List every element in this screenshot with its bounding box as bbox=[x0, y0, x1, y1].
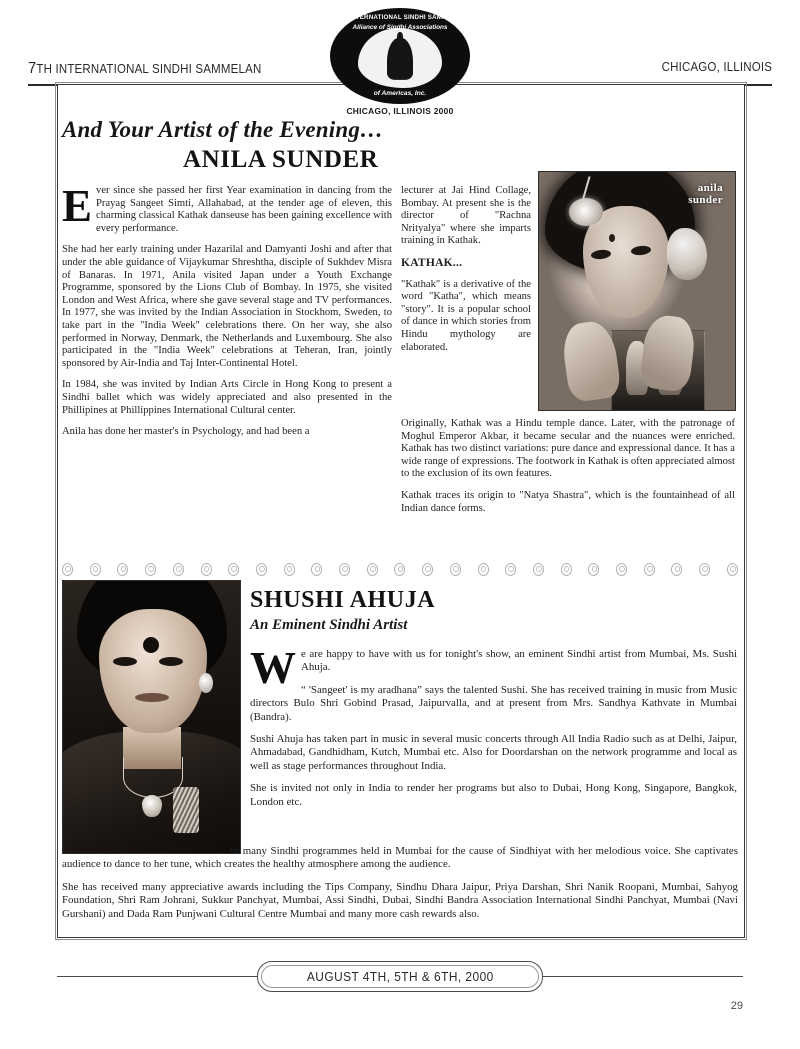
anila-sunder-photo bbox=[538, 171, 736, 411]
circle-ornament-icon bbox=[505, 563, 516, 576]
photo2-face-shape bbox=[99, 609, 207, 733]
running-head-right: CHICAGO, ILLINOIS bbox=[661, 60, 772, 74]
paragraph: Originally, Kathak was a Hindu temple dance. Later, with the patronage of Moghul Emperor Akbar, it became secular and the nuances were enriched. Kathak has two distinct variations: pure dance and expressional dance. It has a wide range of expressions. The footwork in Kathak is often appreciated almost to the exclusion of its own features. bbox=[401, 418, 735, 480]
paragraph: In many Sindhi programmes held in Mumbai for the cause of Sindhiyat with her melodious voice. She captivates audience to dance to her tune, which creates the healthy atmosphere among the audience. bbox=[62, 845, 738, 871]
circle-ornament-icon bbox=[533, 563, 544, 576]
emblem-idol-icon bbox=[387, 38, 413, 80]
paragraph: Sushi Ahuja has taken part in music in several music concerts through All India Radio such as at Delhi, Jaipur, Ahmadabad, Gandhidham, Kutch, Mumbai etc. Also for Doordarshan on the network programme and local as well as stage performances throughout India. bbox=[250, 733, 737, 772]
article2-body-lower bbox=[62, 845, 738, 930]
circle-ornament-icon bbox=[62, 563, 73, 576]
photo2-pendant bbox=[142, 795, 162, 817]
article-artist-name: ANILA SUNDER bbox=[183, 146, 379, 173]
paragraph: She has received many appreciative awards including the Tips Company, Sindhu Dhara Jaipur, Priya Darshan, Shri Nanik Roopani, Mumbai, Sahyog Foundation, Shri Ram Johrani, Sukkur Panchyat, Mumbai, Assi Sindhi, Dubai, Sindhi Bandra Association International Sindhi Panchyat, Mumbai (Navi Gurshani) and Dada Ram Punjwani Cultural Centre Mumbai and many more cash rewards also. bbox=[62, 880, 738, 920]
paragraph: Kathak traces its origin to "Natya Shastra", which is the fountainhead of all Indian dance forms. bbox=[401, 489, 735, 514]
circle-ornament-icon bbox=[394, 563, 405, 576]
article1-column-2 bbox=[401, 185, 531, 363]
emblem-city-text: CHICAGO, ILLINOIS 2000 bbox=[346, 106, 454, 116]
photo-signature-line-1: anila bbox=[697, 182, 723, 194]
emblem-disc bbox=[330, 8, 470, 104]
photo2-eye-right bbox=[159, 657, 183, 666]
circle-ornament-icon bbox=[311, 563, 322, 576]
circle-ornament-icon bbox=[588, 563, 599, 576]
circle-ornament-icon bbox=[145, 563, 156, 576]
page-number: 29 bbox=[730, 1000, 743, 1012]
photo2-earring bbox=[199, 673, 213, 693]
photo-headpiece-jewel bbox=[569, 198, 603, 226]
circle-ornament-icon bbox=[339, 563, 350, 576]
paragraph: “ 'Sangeet' is my aradhana” says the talented Sushi. She has received training in music from Music directors Bulo Shri Gobind Prasad, Jaipurvalla, and at present from Mrs. Sandhya Kathvate in Mumbai (Bandra). bbox=[250, 683, 737, 723]
circle-ornament-icon bbox=[256, 563, 267, 576]
paragraph: She is invited not only in India to render her programs but also to Dubai, Hong Kong, Singapore, Bangkok, London etc. bbox=[250, 782, 737, 808]
paragraph-text: e are happy to have with us for tonight's show, an eminent Sindhi artist from Mumbai, Ms. Sushi Ahuja. bbox=[301, 648, 737, 674]
running-head-left-initial: 7 bbox=[28, 60, 37, 77]
footer-date-pill bbox=[257, 961, 543, 992]
footer-rule-left bbox=[57, 976, 257, 977]
article1-column-3 bbox=[401, 418, 735, 524]
shushi-ahuja-photo bbox=[62, 580, 241, 854]
circle-ornament-icon bbox=[727, 563, 738, 576]
drop-cap-w: W bbox=[250, 642, 296, 693]
paragraph bbox=[250, 642, 737, 693]
paragraph: "Kathak" is a derivative of the word "Katha", which means "story". It is a popular school of dance in which stories from Hindu mythology are elaborated. bbox=[401, 278, 531, 353]
circle-ornament-icon bbox=[450, 563, 461, 576]
circle-ornament-icon bbox=[201, 563, 212, 576]
circle-ornament-icon bbox=[699, 563, 710, 576]
circle-ornament-icon bbox=[117, 563, 128, 576]
footer-rule-right bbox=[543, 976, 743, 977]
footer-dates-text: AUGUST 4TH, 5TH & 6TH, 2000 bbox=[306, 969, 494, 984]
paragraph: In 1984, she was invited by Indian Arts Circle in Hong Kong to present a Sindhi ballet which was widely appreciated and also presented in the Phillipines at Phillippines International Cultural center. bbox=[62, 379, 392, 416]
paragraph-text: ver since she passed her first Year examination in dancing from the Prayag Sangeet Simti, Allahabad, at the tender age of eleven, this charming classical Kathak danseuse has been gaining excellence with every performance. bbox=[96, 185, 392, 234]
circle-ornament-icon bbox=[173, 563, 184, 576]
photo-signature-line-2: sunder bbox=[688, 194, 723, 206]
photo2-lips bbox=[135, 693, 169, 702]
circle-ornament-icon bbox=[561, 563, 572, 576]
circle-ornament-icon bbox=[90, 563, 101, 576]
photo2-eye-left bbox=[113, 657, 137, 666]
emblem-silhouette-icon bbox=[358, 28, 442, 88]
article2-artist-name: SHUSHI AHUJA bbox=[250, 587, 436, 613]
circle-ornament-icon bbox=[616, 563, 627, 576]
paragraph bbox=[62, 181, 392, 235]
photo-ear-ornament bbox=[667, 228, 707, 280]
paragraph: She had her early training under Hazarilal and Damyanti Joshi and after that under the able guidance of Vijaykumar Shreshtha, disciple of Sukhdev Misra of Banaras. In 1971, Anila visited Japan under a Youth Exchange Programme, sponsored by the Lions Club of Bombay. In 1975, she visited London and West Africa, where she gave several stage and TV performances. In 1977, she was invited by the Indian Association in Stockhom, Sweden, to take part in the "India Week" celebrations there. On her way, she also performed in Norway, Denmark, the Netherlands and Luxembourg. She also participated in the "India Week" celebrations at Teheran, Iran, jointly sponsored by Air-India and Taj Inter-Continental Hotel. bbox=[62, 244, 392, 369]
emblem-arc-top-text: 7TH INTERNATIONAL SINDHI SAMMELAN bbox=[334, 14, 466, 21]
circle-ornament-icon bbox=[422, 563, 433, 576]
paragraph: Anila has done her master's in Psychology, and had been a bbox=[62, 426, 310, 438]
circle-ornament-icon bbox=[671, 563, 682, 576]
photo-bindi bbox=[609, 234, 615, 242]
circle-ornament-icon bbox=[367, 563, 378, 576]
article2-body-upper bbox=[250, 642, 737, 818]
circle-ornament-icon bbox=[228, 563, 239, 576]
article-kicker: And Your Artist of the Evening… bbox=[62, 117, 384, 142]
paragraph: lecturer at Jai Hind Collage, Bombay. At present she is the director of "Rachna Nrityalya" where she imparts training in Kathak. bbox=[401, 185, 531, 247]
circle-ornament-icon bbox=[284, 563, 295, 576]
ornament-divider bbox=[62, 562, 738, 576]
photo2-bindi bbox=[143, 637, 159, 653]
drop-cap-e: E bbox=[62, 181, 93, 231]
emblem-arc-bottom-text: of Americas, Inc. bbox=[373, 90, 427, 97]
kathak-subhead: KATHAK... bbox=[401, 255, 463, 269]
sammelan-emblem-logo bbox=[311, 6, 489, 114]
running-head-left bbox=[28, 60, 261, 78]
article2-subtitle: An Eminent Sindhi Artist bbox=[250, 617, 408, 633]
article1-column-1 bbox=[62, 181, 392, 448]
circle-ornament-icon bbox=[644, 563, 655, 576]
running-head-left-rest: TH INTERNATIONAL SINDHI SAMMELAN bbox=[36, 62, 262, 76]
photo2-brooch bbox=[173, 787, 199, 833]
circle-ornament-icon bbox=[478, 563, 489, 576]
emblem-arc-mid-text: Alliance of Sindhi Associations bbox=[352, 24, 448, 31]
photo-signature-caption bbox=[688, 182, 723, 206]
